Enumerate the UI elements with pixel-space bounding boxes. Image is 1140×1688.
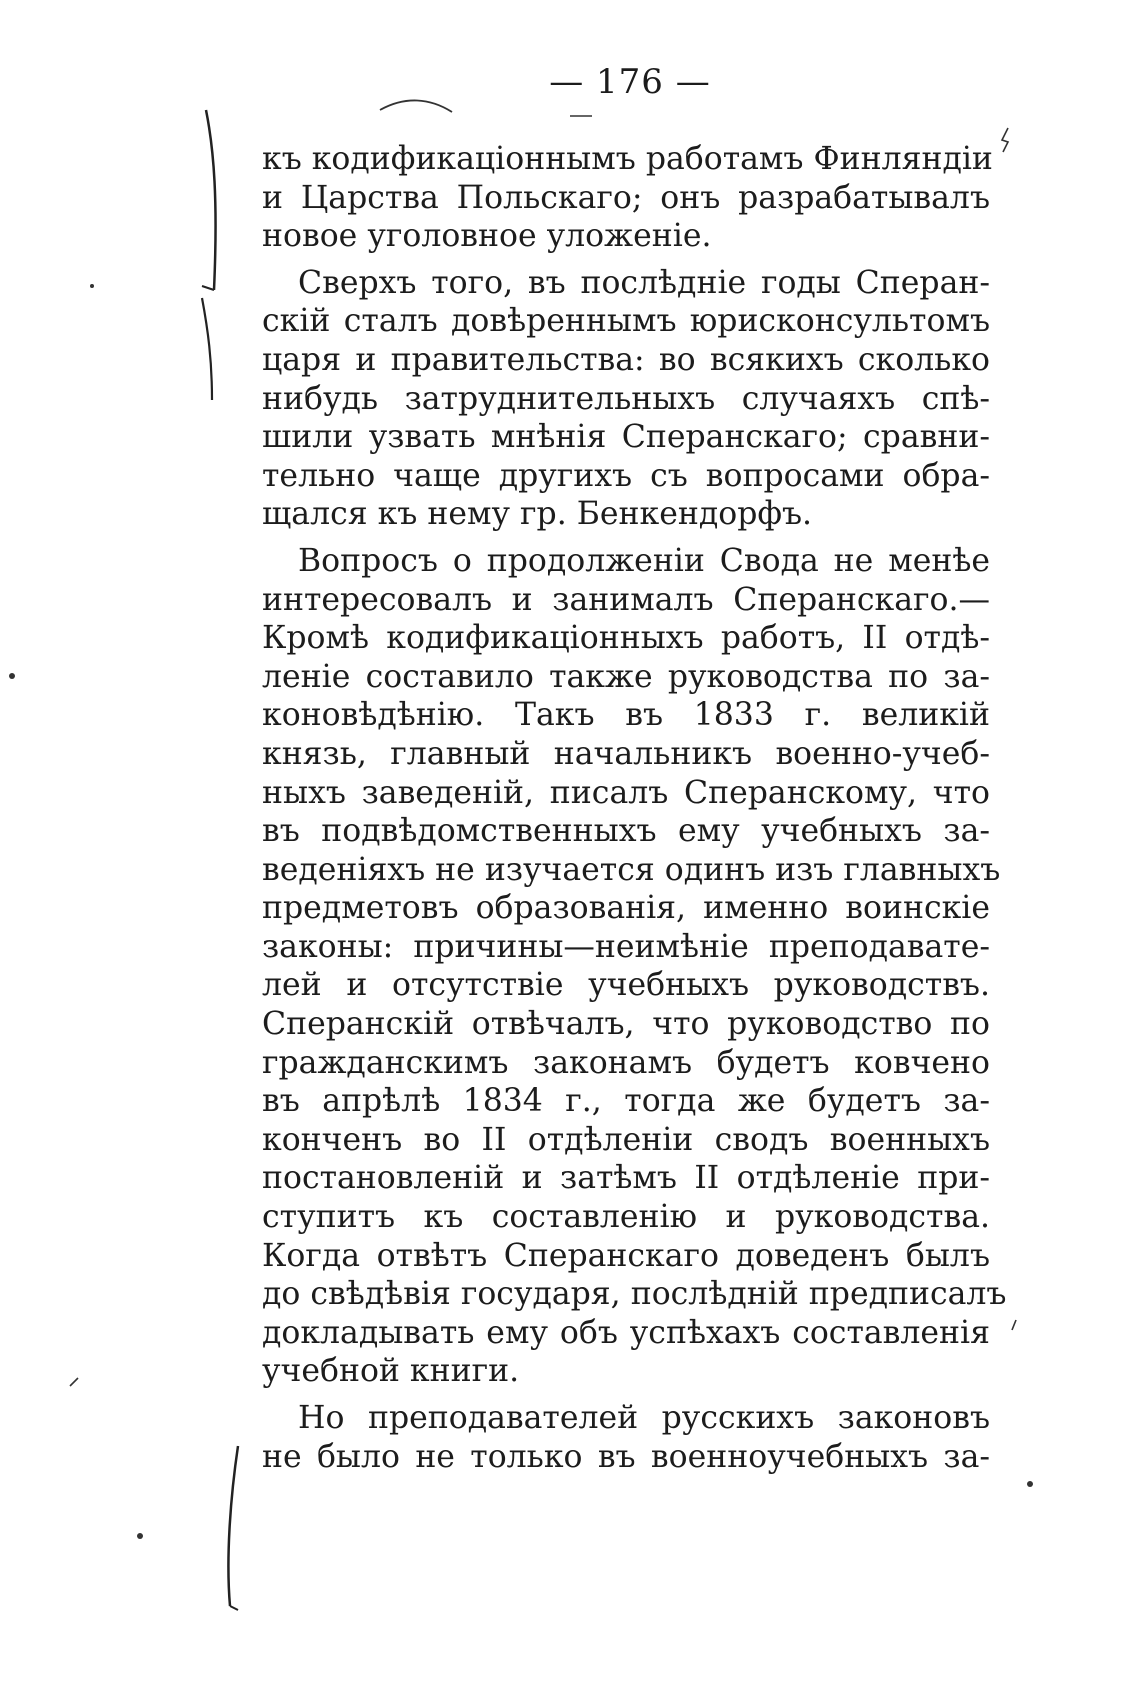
text-line: веденіяхъ не изучается одинъ изъ главныхъ [262, 851, 1001, 888]
text-line: новое уголовное уложеніе. [262, 218, 712, 255]
text-line: князь, главный начальникъ военно-учеб- [262, 735, 990, 772]
text-line: интересовалъ и занималъ Сперанскаго.— [262, 581, 990, 618]
text-line: шили узвать мнѣнія Сперанскаго; сравни- [262, 419, 990, 456]
paragraph [262, 264, 990, 534]
text-line: постановленій и затѣмъ II отдѣленіе при- [262, 1160, 990, 1197]
text-line: Вопросъ о продолженіи Свода не менѣе [298, 542, 990, 579]
text-line: предметовъ образованія, именно воинскіе [262, 890, 990, 927]
text-line: нибудь затруднительныхъ случаяхъ спѣ- [262, 380, 990, 417]
text-line: лей и отсутствіе учебныхъ руководствъ. [262, 967, 990, 1004]
body-text [262, 140, 1007, 1484]
paragraph [262, 1399, 990, 1476]
text-line: щался къ нему гр. Бенкендорфъ. [262, 496, 813, 533]
text-line: коновѣдѣнію. Такъ въ 1833 г. великій [262, 697, 990, 734]
text-line: гражданскимъ законамъ будетъ ковчено [262, 1044, 990, 1081]
text-line: не было не только въ военноучебныхъ за- [262, 1438, 990, 1475]
text-line: царя и правительства: во всякихъ сколько [262, 341, 990, 378]
text-line: Но преподавателей русскихъ законовъ [298, 1400, 990, 1436]
text-line: Когда отвѣтъ Сперанскаго доведенъ былъ [262, 1237, 990, 1274]
text-line: Кромѣ кодификаціонныхъ работъ, II отдѣ- [262, 620, 990, 657]
text-line: учебной книги. [262, 1353, 520, 1390]
text-line: и Царства Польскаго; онъ разрабатывалъ [262, 179, 990, 216]
text-line: Сверхъ того, въ послѣдніе годы Сперан- [298, 264, 990, 301]
text-line: докладывать ему объ успѣхахъ составленія [262, 1314, 990, 1351]
text-line: законы: причины—неимѣніе преподавате- [262, 928, 990, 965]
text-line: конченъ во II отдѣленіи сводъ военныхъ [262, 1121, 990, 1158]
text-line: скій сталъ довѣреннымъ юрисконсультомъ [262, 303, 990, 340]
text-line: Сперанскій отвѣчалъ, что руководство по [262, 1006, 990, 1043]
page-number: — 176 — [549, 62, 711, 102]
text-line: въ подвѣдомственныхъ ему учебныхъ за- [262, 813, 990, 850]
text-line: тельно чаще другихъ съ вопросами обра- [262, 457, 990, 494]
paragraph [262, 542, 1007, 1391]
text-line: леніе составило также руководства по за- [262, 658, 990, 695]
paragraph [262, 140, 993, 256]
text-line: до свѣдѣвія государя, послѣдній предписалъ [262, 1276, 1007, 1313]
text-line: въ апрѣлѣ 1834 г., тогда же будетъ за- [262, 1083, 990, 1120]
text-line: ныхъ заведеній, писалъ Сперанскому, что [262, 774, 990, 811]
text-line: къ кодификаціоннымъ работамъ Финляндіи [262, 141, 993, 177]
text-line: ступитъ къ составленію и руководства. [262, 1199, 990, 1236]
